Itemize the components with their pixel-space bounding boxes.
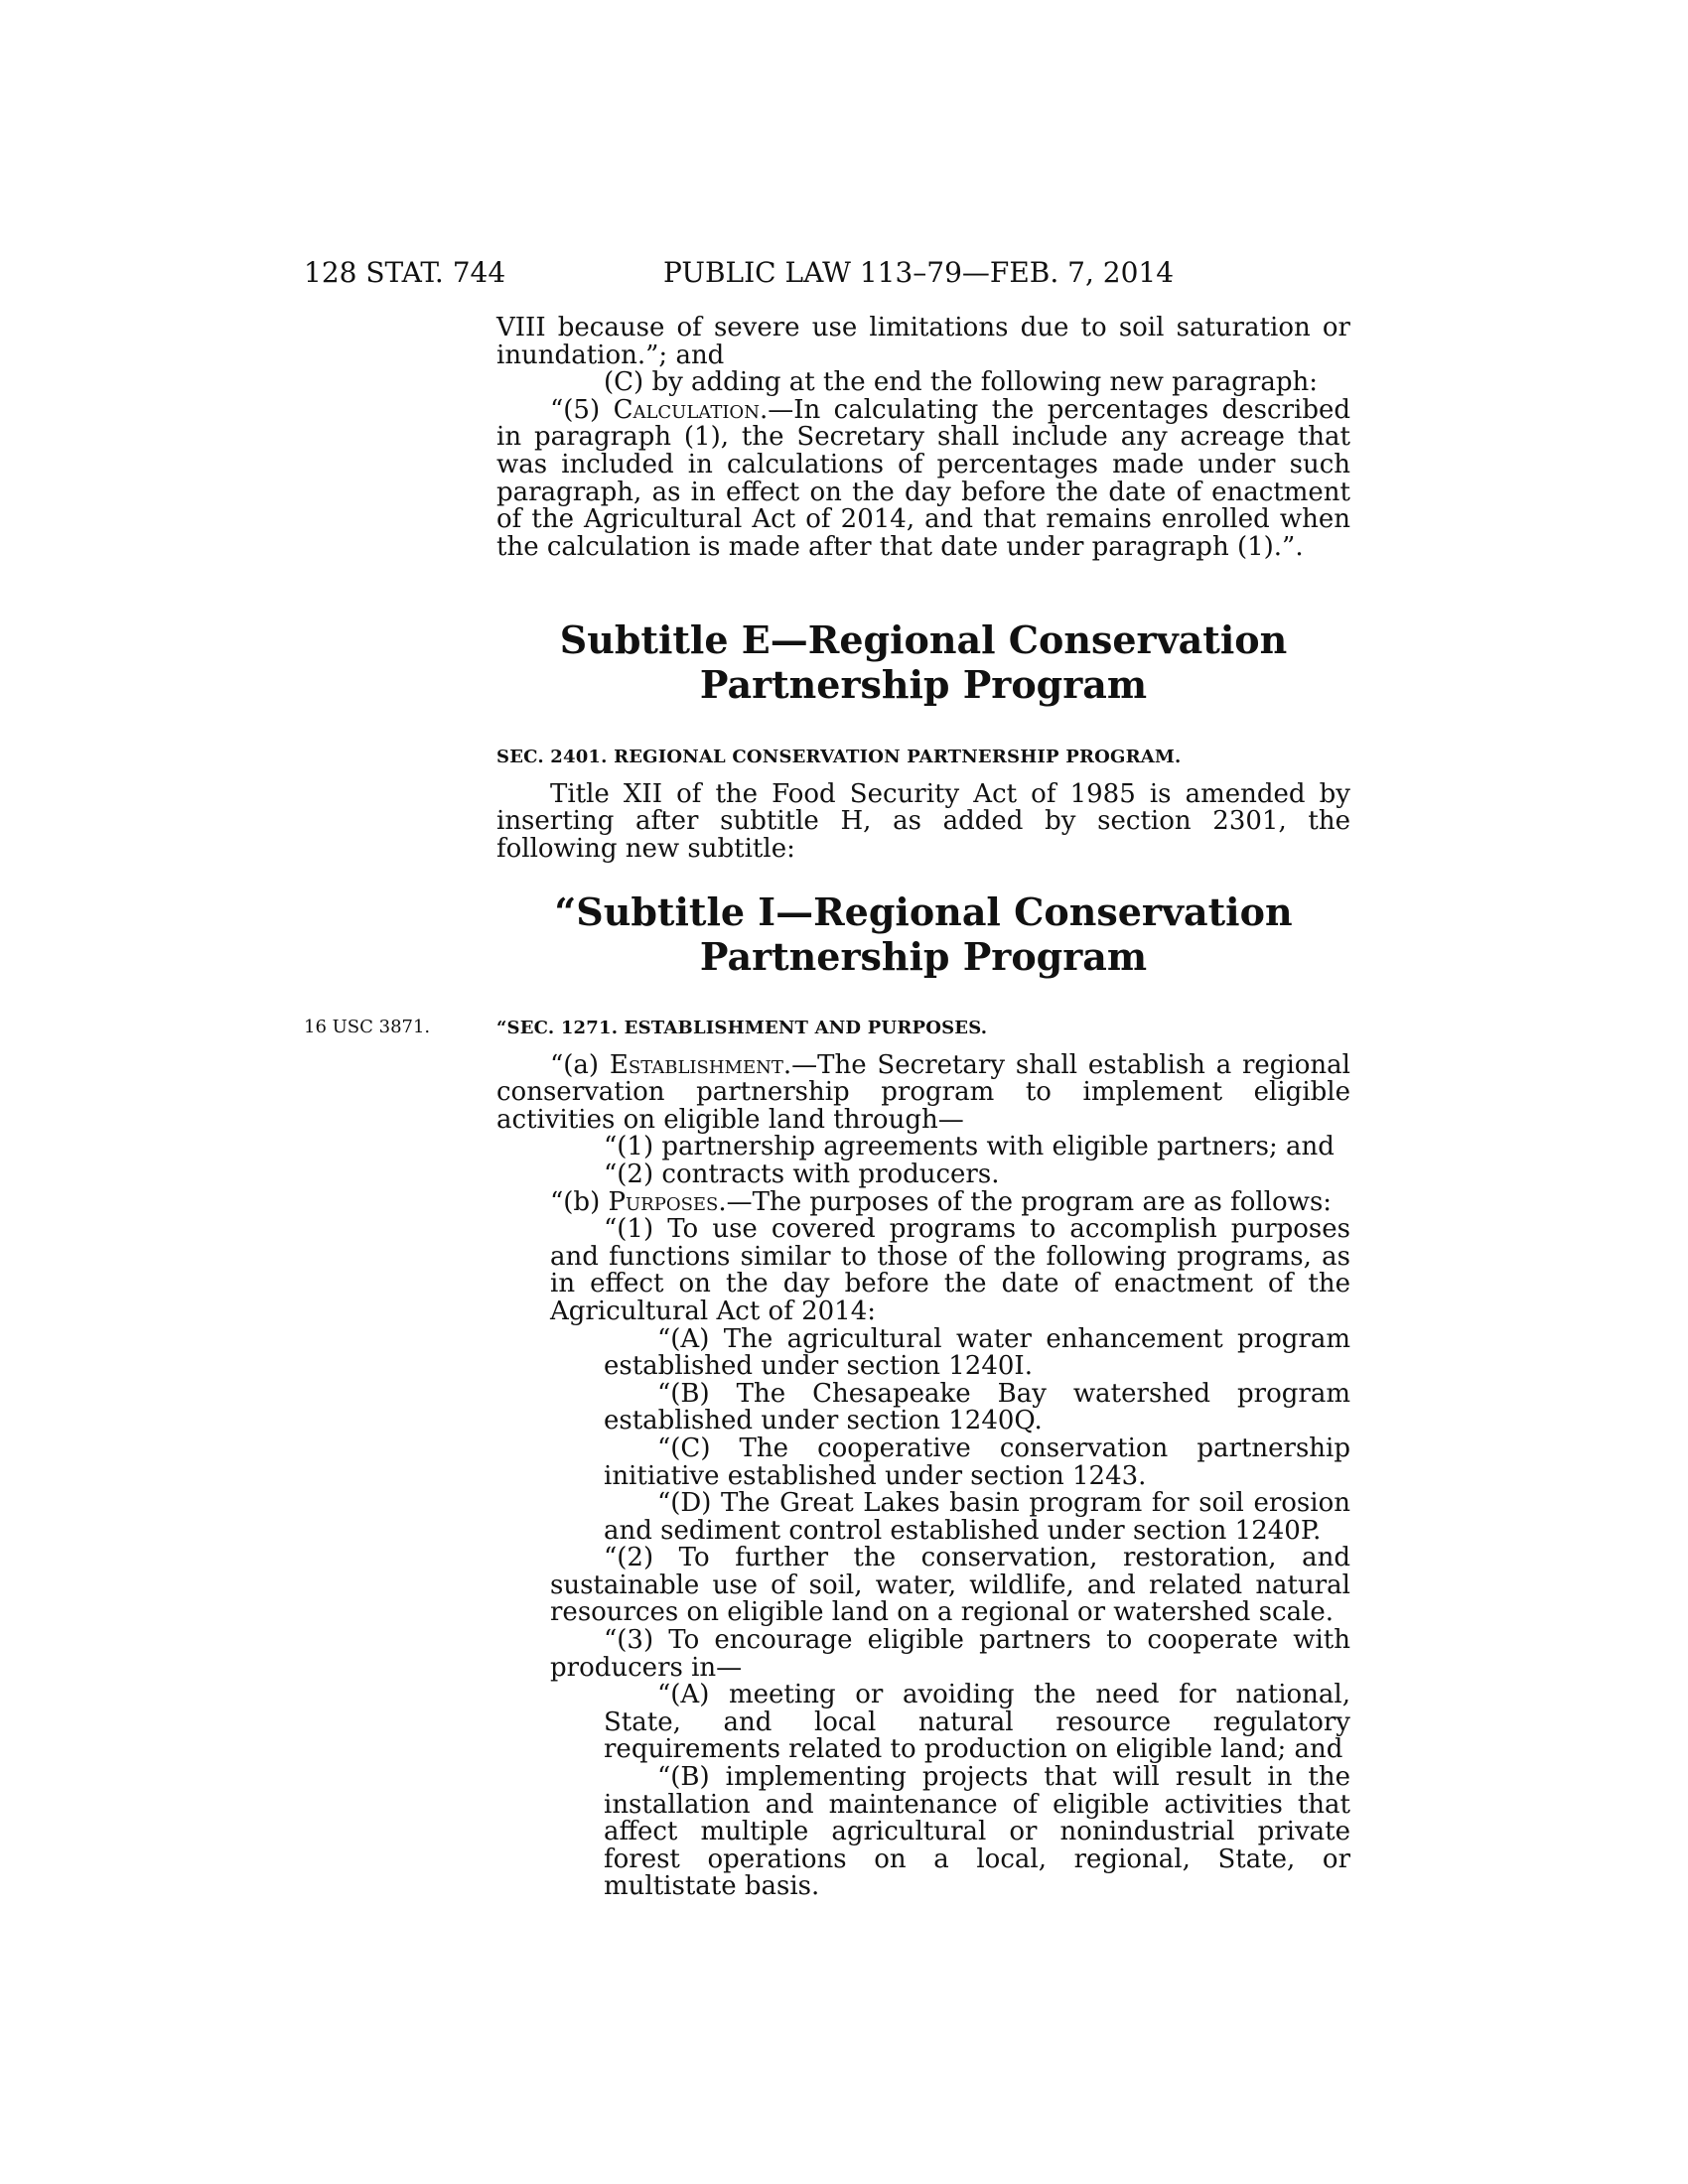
subsection-a-label: Establishment bbox=[609, 1049, 783, 1080]
subsection-b-prefix: “(b) bbox=[550, 1186, 609, 1217]
usc-margin-note: 16 USC 3871. bbox=[304, 1017, 431, 1037]
paragraph-5-text: .—In calculating the percentages described in paragraph (1), the Secretary shall include any acreage that was included in calculations of percentages made under such paragraph, as in effect on the day before the date of enactment of the Agricultural Act of 2014, and that remains enrolled when the calculation is made after that date under paragraph (1).”. bbox=[496, 394, 1351, 562]
subsection-b-text: .—The purposes of the program are as follows: bbox=[718, 1186, 1333, 1217]
sec-2401-text: Title XII of the Food Security Act of 1985 is amended by inserting after subtitle H, as added by section 2301, the following new subtitle: bbox=[496, 778, 1350, 864]
subsection-a bbox=[496, 1049, 1350, 1135]
paragraph-a2: “(2) contracts with producers. bbox=[604, 1159, 1000, 1189]
subsection-a-text: .—The Secretary shall establish a regional conservation partnership program to implement eligible activities on eligible land through— bbox=[496, 1049, 1350, 1135]
subtitle-i-heading bbox=[496, 889, 1350, 979]
sec-1271-block bbox=[496, 1015, 1350, 1901]
paragraph-5-prefix: “(5) bbox=[550, 394, 614, 425]
sec-2401-block bbox=[496, 744, 1350, 863]
paragraph-5 bbox=[496, 394, 1351, 562]
top-text-block bbox=[496, 315, 1350, 561]
sec-1271-heading: “SEC. 1271. ESTABLISHMENT AND PURPOSES. bbox=[496, 1018, 988, 1038]
subtitle-i-line2: Partnership Program bbox=[699, 934, 1148, 979]
subparagraph-b3b: “(B) implementing projects that will result in the installation and maintenance of eligible activities that affect multiple agricultural or nonindustrial private forest operations on a local, regional, State, or multistate basis. bbox=[604, 1762, 1350, 1902]
subparagraph-b1b: “(B) The Chesapeake Bay watershed program established under section 1240Q. bbox=[604, 1378, 1350, 1436]
public-law-ref: PUBLIC LAW 113–79—FEB. 7, 2014 bbox=[663, 256, 1175, 289]
subtitle-e-line2: Partnership Program bbox=[699, 662, 1148, 707]
paragraph-c: (C) by adding at the end the following new paragraph: bbox=[604, 367, 1318, 398]
subsection-b-label: Purposes bbox=[608, 1186, 719, 1217]
paragraph-5-label: Calculation bbox=[613, 394, 760, 425]
paragraph-b3: “(3) To encourage eligible partners to cooperate with producers in— bbox=[550, 1625, 1350, 1683]
subtitle-i-line1: “Subtitle I—Regional Conservation bbox=[554, 889, 1293, 934]
subsection-a-prefix: “(a) bbox=[550, 1049, 610, 1080]
paragraph-a1: “(1) partnership agreements with eligible partners; and bbox=[604, 1132, 1335, 1162]
subparagraph-b3a: “(A) meeting or avoiding the need for national, State, and local natural resource regulatory requirements related to production on eligible land; and bbox=[604, 1680, 1350, 1765]
subparagraph-b1c: “(C) The cooperative conservation partnership initiative established under section 1243. bbox=[604, 1433, 1350, 1491]
paragraph-b2: “(2) To further the conservation, restoration, and sustainable use of soil, water, wildlife, and related natural resources on eligible land on a regional or watershed scale. bbox=[550, 1543, 1350, 1628]
sec-2401-heading: SEC. 2401. REGIONAL CONSERVATION PARTNERSHIP PROGRAM. bbox=[496, 747, 1182, 767]
statute-page-ref: 128 STAT. 744 bbox=[304, 256, 506, 289]
subtitle-e-line1: Subtitle E—Regional Conservation bbox=[559, 617, 1288, 662]
subtitle-e-heading bbox=[496, 617, 1350, 707]
paragraph-b1: “(1) To use covered programs to accomplish purposes and functions similar to those of the following programs, as in effect on the day before the date of enactment of the Agricultural Act of 2014: bbox=[550, 1214, 1350, 1326]
subparagraph-b1d: “(D) The Great Lakes basin program for soil erosion and sediment control established under section 1240P. bbox=[604, 1488, 1350, 1546]
subsection-b bbox=[496, 1186, 1350, 1217]
paragraph-continuation: VIII because of severe use limitations due to soil saturation or inundation.”; and bbox=[496, 313, 1350, 370]
subparagraph-b1a: “(A) The agricultural water enhancement program established under section 1240I. bbox=[604, 1323, 1350, 1382]
